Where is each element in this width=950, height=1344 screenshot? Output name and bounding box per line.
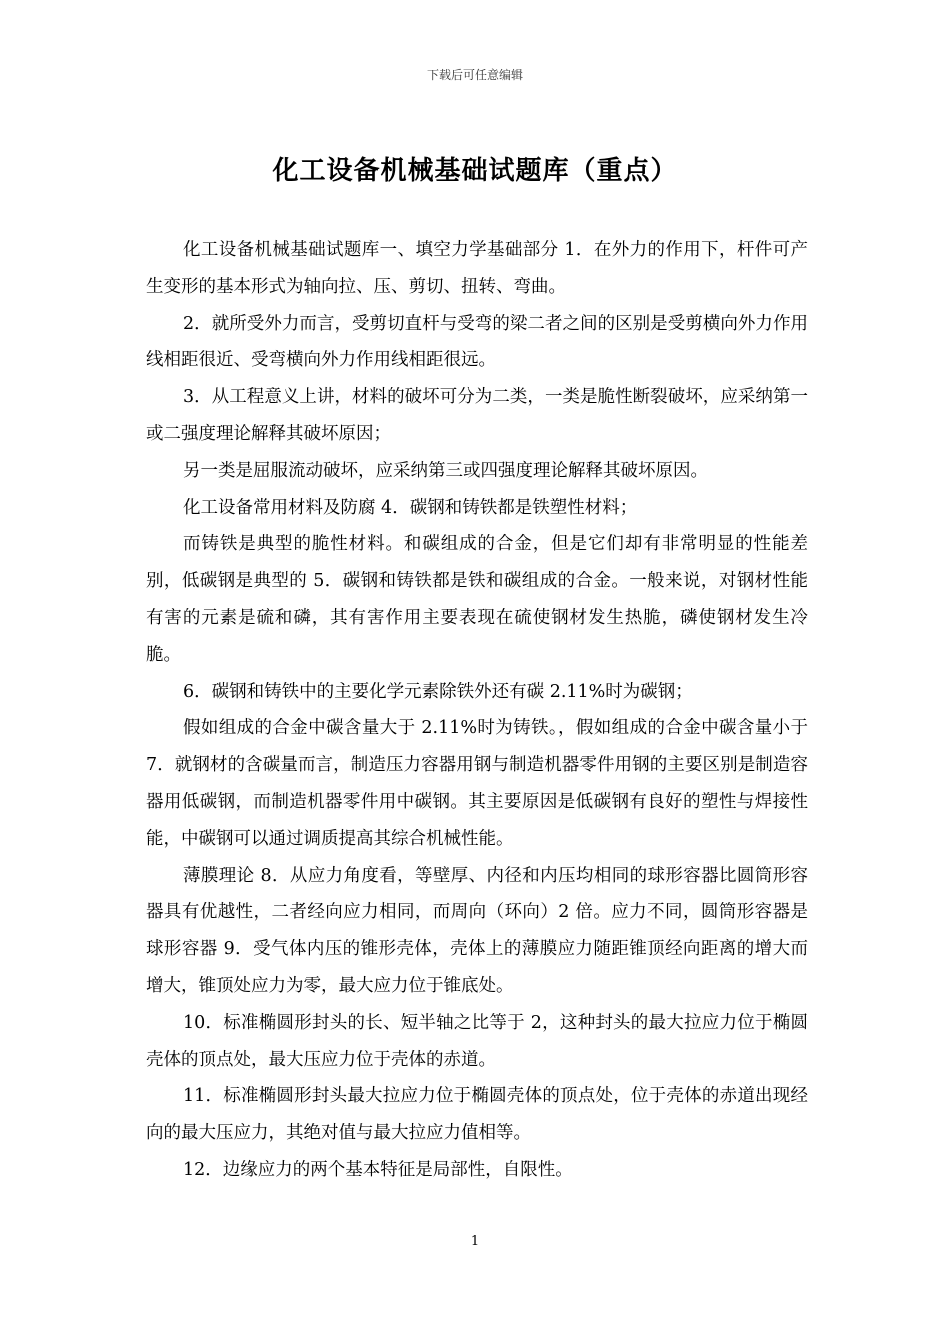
page-number: 1 xyxy=(470,1234,480,1249)
paragraph-9: 薄膜理论 8．从应力角度看，等壁厚、内径和内压均相同的球形容器比圆筒形容器具有优越性，二者经向应力相同，而周向（环向）2 倍。应力不同，圆筒形容器是球形容器 9．受气体内压的锥形壳体，壳体上的薄膜应力随距锥顶经向距离的增大而增大，锥顶处应力为零，最大应力位于锥底处。 xyxy=(146,865,808,996)
paragraph-6: 而铸铁是典型的脆性材料。和碳组成的合金，但是它们却有非常明显的性能差别，低碳钢是典型的 5．碳钢和铸铁都是铁和碳组成的合金。一般来说，对钢材性能有害的元素是硫和磷，其有害作用主要表现在硫使钢材发生热脆，磷使钢材发生冷脆。 xyxy=(146,534,808,665)
document-body xyxy=(146,232,808,1189)
paragraph-2: 2．就所受外力而言，受剪切直杆与受弯的梁二者之间的区别是受剪横向外力作用线相距很近、受弯横向外力作用线相距很远。 xyxy=(146,313,808,371)
paragraph-10: 10．标准椭圆形封头的长、短半轴之比等于 2，这种封头的最大拉应力位于椭圆壳体的顶点处，最大压应力位于壳体的赤道。 xyxy=(146,1012,808,1070)
paragraph-4: 另一类是屈服流动破坏，应采纳第三或四强度理论解释其破坏原因。 xyxy=(183,460,708,481)
paragraph-5: 化工设备常用材料及防腐 4．碳钢和铸铁都是铁塑性材料； xyxy=(183,497,638,518)
paragraph-8: 假如组成的合金中碳含量大于 2.11%时为铸铁。，假如组成的合金中碳含量小于 7．就钢材的含碳量而言，制造压力容器用钢与制造机器零件用钢的主要区别是制造容器用低碳钢，而制造机器零件用中碳钢。其主要原因是低碳钢有良好的塑性与焊接性能，中碳钢可以通过调质提高其综合机械性能。 xyxy=(146,718,808,849)
paragraph-3: 3．从工程意义上讲，材料的破坏可分为二类，一类是脆性断裂破坏，应采纳第一或二强度理论解释其破坏原因； xyxy=(146,387,808,444)
page-header: 下载后可任意编辑 xyxy=(426,68,523,82)
paragraph-11: 11．标准椭圆形封头最大拉应力位于椭圆壳体的顶点处，位于壳体的赤道出现经向的最大压应力，其绝对值与最大拉应力值相等。 xyxy=(146,1086,808,1144)
paragraph-1: 化工设备机械基础试题库一、填空力学基础部分 1．在外力的作用下，杆件可产生变形的基本形式为轴向拉、压、剪切、扭转、弯曲。 xyxy=(146,240,808,297)
paragraph-7: 6．碳钢和铸铁中的主要化学元素除铁外还有碳 2.11%时为碳钢； xyxy=(183,681,693,702)
paragraph-12: 12．边缘应力的两个基本特征是局部性，自限性。 xyxy=(183,1159,573,1180)
document-title: 化工设备机械基础试题库（重点） xyxy=(272,156,678,186)
